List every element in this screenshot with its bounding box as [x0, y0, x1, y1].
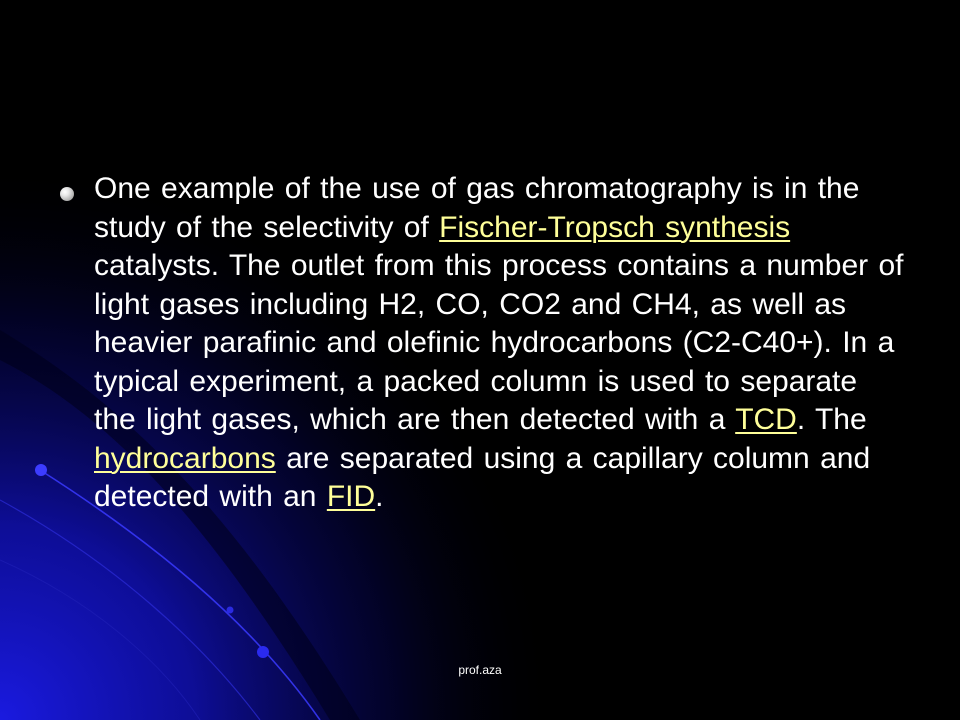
link-hydrocarbons[interactable]: hydrocarbons: [94, 441, 276, 475]
footer-text: prof.aza: [458, 663, 502, 677]
paragraph-text-5: .: [375, 480, 384, 513]
paragraph-text-1: One example of the use of gas chromatography is in the study of the selectivity of: [94, 172, 860, 244]
link-fid[interactable]: FID: [326, 480, 376, 513]
decor-dot-2: [257, 646, 269, 658]
body-text: [60, 170, 905, 517]
bullet-item: [60, 170, 905, 517]
decor-dot-3: [227, 607, 234, 614]
link-fischer-tropsch[interactable]: Fischer-Tropsch synthesis: [439, 210, 791, 244]
bullet-icon: [60, 187, 74, 201]
paragraph-text-3: . The: [796, 403, 867, 436]
decor-dot-1: [35, 464, 47, 476]
paragraph-text-2: catalysts. The outlet from this process contains a number of light gases including H2, CO, CO2 and CH4, as well as heavier parafinic and olefinic hydrocarbons (C2-C40+). In a typical experiment, a packed column is used to separate the light gases, which are then detected with a: [94, 249, 904, 436]
paragraph-text-4: are separated using a capillary column and detected with an: [94, 441, 871, 513]
link-tcd[interactable]: TCD: [735, 403, 797, 436]
paragraph: [94, 170, 905, 517]
